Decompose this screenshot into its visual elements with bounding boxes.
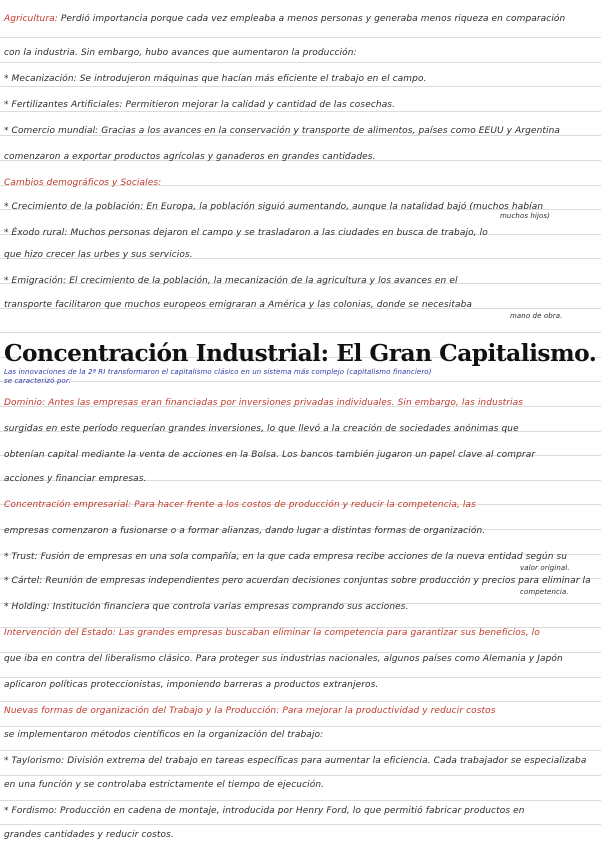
note-text: se implementaron métodos científicos en la organización del trabajo: [4,730,324,740]
note-line [4,126,560,137]
side-note: valor original. [520,564,570,572]
note-line [4,450,535,461]
note-line [4,552,567,563]
note-line [4,100,395,111]
ruled-line [0,775,601,776]
ruled-line [0,111,601,112]
note-text: * Mecanización: Se introdujeron máquinas que hacían más eficiente el trabajo en el campo. [4,74,427,84]
note-text: aplicaron políticas proteccionistas, imponiendo barreras a productos extranjeros. [4,680,379,690]
ruled-line [0,701,601,702]
ruled-line [0,652,601,653]
note-line [4,680,378,691]
ruled-line [0,62,601,63]
note-text: * Comercio mundial: Gracias a los avances en la conservación y transporte de alimentos, países como EEUU y Argentina [4,126,561,136]
side-note: muchos hijos) [500,212,550,220]
note-text: Antes las empresas eran financiadas por inversiones privadas individuales. Sin embargo, las industrias [45,398,524,408]
ruled-line [0,726,601,727]
note-line [4,250,193,261]
note-line [4,654,563,665]
note-line [4,424,519,435]
note-text: Para hacer frente a los costos de producción y reducir la competencia, las [131,500,476,510]
note-text: * Emigración: El crecimiento de la población, la mecanización de la agricultura y los avances en el [4,276,458,286]
side-note: competencia. [520,588,569,596]
note-text: transporte facilitaron que muchos europeos emigraran a América y las colonias, donde se necesitaba [4,300,473,310]
note-line [4,576,591,587]
section-heading: Dominio: [4,398,46,408]
ruled-line [0,381,601,382]
note-text: Para mejorar la productividad y reducir costos [279,706,496,716]
note-line [4,500,476,511]
note-line [4,474,147,485]
note-line [4,526,485,537]
note-line [4,202,543,213]
note-text: que hizo crecer las urbes y sus servicios. [4,250,193,260]
note-line [4,300,472,311]
note-line [4,602,409,613]
note-text: * Trust: Fusión de empresas en una sola compañía, en la que cada empresa recibe acciones de la nueva entidad según su [4,552,568,562]
page-title: Concentración Industrial: El Gran Capitalismo. [4,340,597,367]
section-heading: Concentración empresarial: [4,500,132,510]
note-line [4,628,540,639]
section-heading: Cambios demográficos y Sociales: [4,178,162,188]
ruled-line [0,800,601,801]
note-text: obtenían capital mediante la venta de acciones en la Bolsa. Los bancos también jugaron un papel clave al comprar [4,450,536,460]
note-text: con la industria. Sin embargo, hubo avances que aumentaron la producción: [4,48,357,58]
side-note: mano de obra. [510,312,563,320]
ruled-line [0,750,601,751]
note-text: Las grandes empresas buscaban eliminar la competencia para garantizar sus beneficios, lo [115,628,540,638]
section-heading: Intervención del Estado: [4,628,116,638]
note-line [4,48,357,59]
note-text: comenzaron a exportar productos agrícolas y ganaderos en grandes cantidades. [4,152,376,162]
note-line [4,276,458,287]
note-text: empresas comenzaron a fusionarse o a formar alianzas, dando lugar a distintas formas de organización. [4,526,486,536]
note-line [4,228,488,239]
note-text: que iba en contra del liberalismo clásico. Para proteger sus industrias nacionales, algunos países como Alemania y Japón [4,654,563,664]
section-heading: Nuevas formas de organización del Trabajo y la Producción: [4,706,280,716]
note-line [4,152,376,163]
note-text: * Holding: Institución financiera que controla varias empresas comprando sus acciones. [4,602,409,612]
ruled-line [0,332,601,333]
note-text: * Fordismo: Producción en cadena de montaje, introducida por Henry Ford, lo que permitió fabricar productos en [4,806,525,816]
note-line [4,756,586,767]
note-line [4,178,161,189]
note-text: * Éxodo rural: Muchos personas dejaron el campo y se trasladaron a las ciudades en busca de trabajo, lo [4,228,488,238]
ruled-line [0,37,601,38]
note-text: surgidas en este período requerían grandes inversiones, lo que llevó a la creación de sociedades anónimas que [4,424,519,434]
note-line [4,398,523,409]
note-text: * Cártel: Reunión de empresas independientes pero acuerdan decisiones conjuntas sobre producción y precios para eliminar la [4,576,591,586]
note-line [4,830,174,841]
note-text: * Crecimiento de la población: En Europa, la población siguió aumentando, aunque la natalidad bajó (muchos habían [4,202,544,212]
note-text: acciones y financiar empresas. [4,474,147,484]
note-text: grandes cantidades y reducir costos. [4,830,174,840]
note-line [4,806,525,817]
note-line [4,730,323,741]
note-text: en una función y se controlaba estrictamente el tiempo de ejecución. [4,780,325,790]
section-heading: Agricultura: [4,14,58,24]
ruled-line [0,677,601,678]
ruled-line [0,824,601,825]
note-line [4,780,324,791]
note-text: Perdió importancia porque cada vez empleaba a menos personas y generaba menos riqueza en comparación [57,14,566,24]
note-line [4,74,427,85]
note-text: * Taylorismo: División extrema del trabajo en tareas específicas para aumentar la eficiencia. Cada trabajador se especializaba [4,756,587,766]
intro-line-2: se caracterizó por: [4,377,72,385]
note-line [4,706,496,717]
ruled-line [0,86,601,87]
note-line [4,14,565,25]
note-text: * Fertilizantes Artificiales: Permitieron mejorar la calidad y cantidad de las cosechas. [4,100,396,110]
intro-line-1: Las innovaciones de la 2ª RI transformaron el capitalismo clásico en un sistema más complejo (capitalismo financiero) [4,368,432,376]
